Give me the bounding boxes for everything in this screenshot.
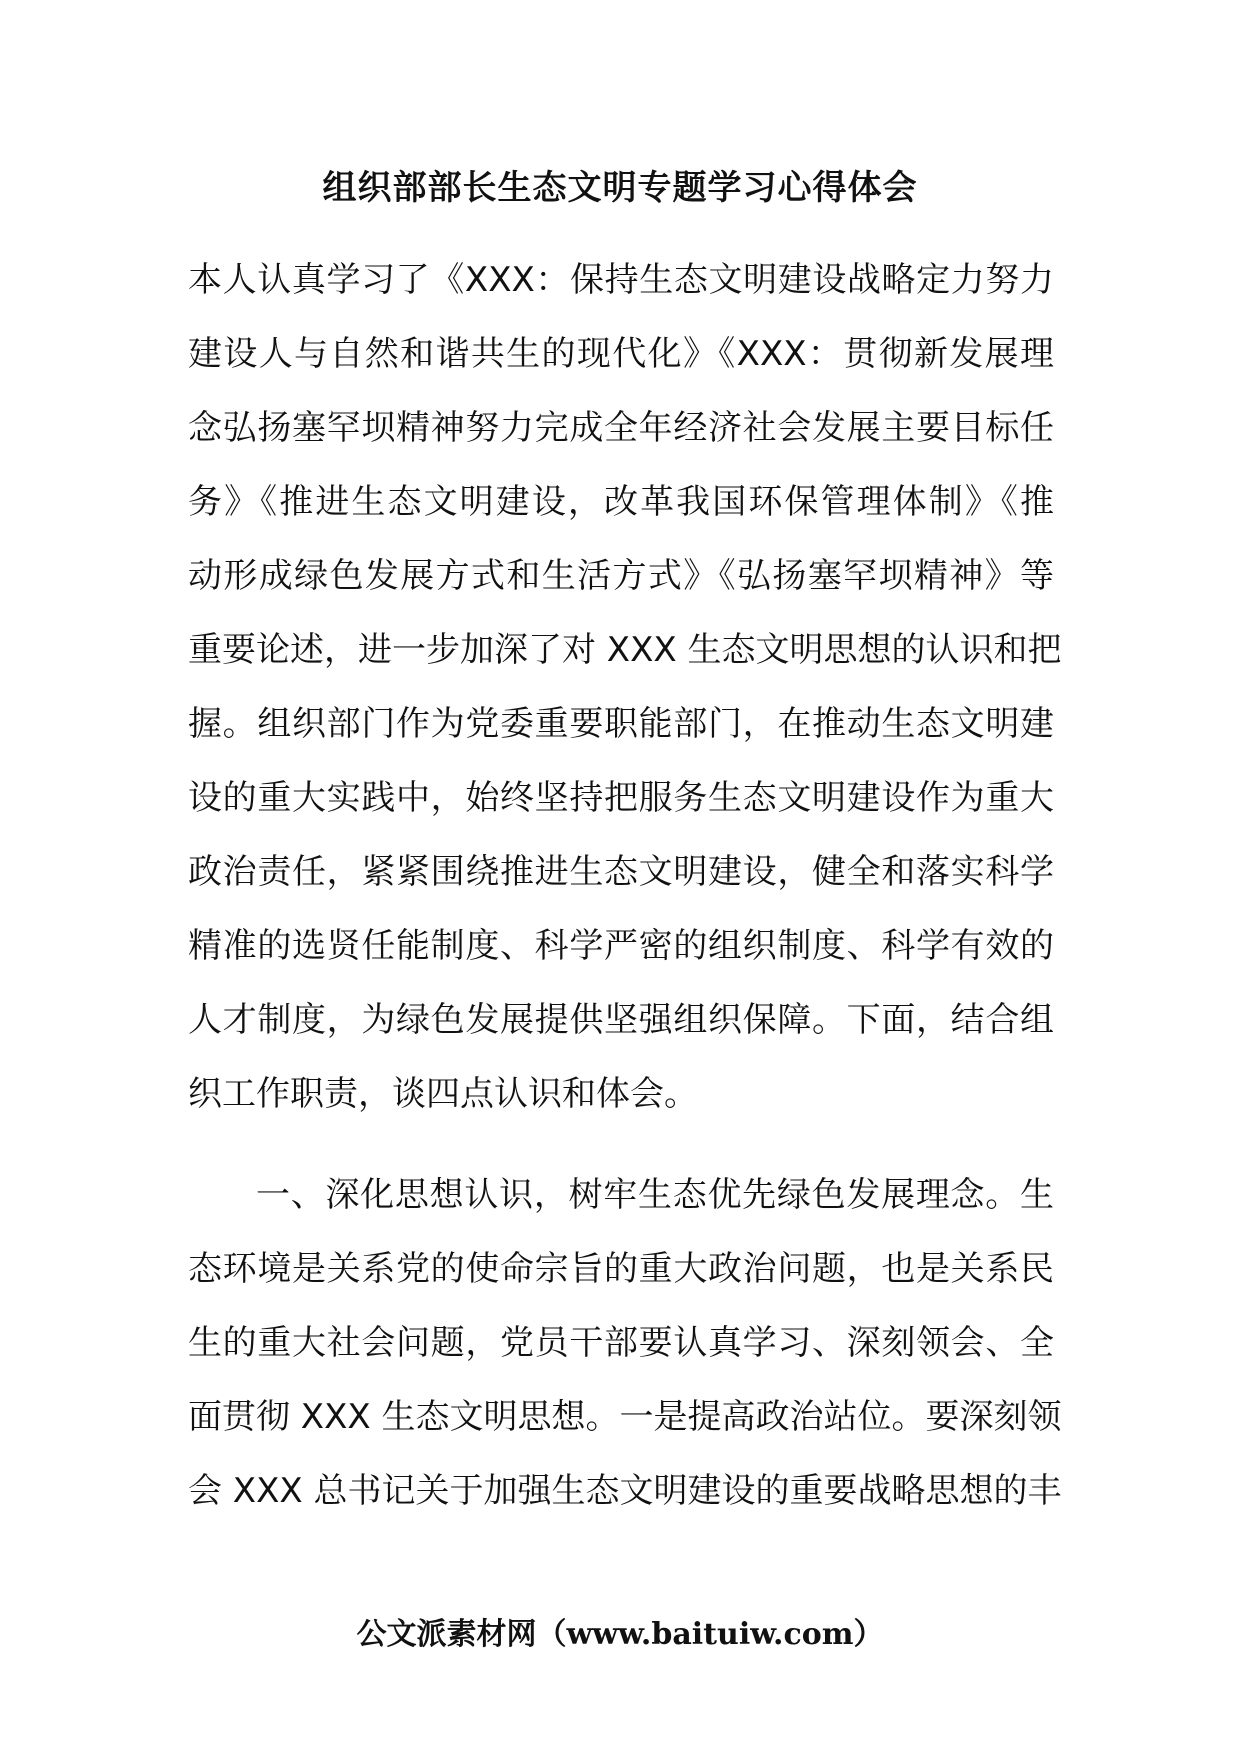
text-line: 会 XXX 总书记关于加强生态文明建设的重要战略思想的丰 xyxy=(188,1471,1062,1511)
text-line: 念弘扬塞罕坝精神努力完成全年经济社会发展主要目标任 xyxy=(188,408,1054,448)
text-line: 政治责任，紧紧围绕推进生态文明建设，健全和落实科学 xyxy=(188,852,1054,892)
paragraph-intro xyxy=(188,243,1062,1131)
paragraph-section-one xyxy=(188,1158,1062,1528)
text-line: 人才制度，为绿色发展提供坚强组织保障。下面，结合组 xyxy=(188,1000,1054,1040)
text-line: 生的重大社会问题，党员干部要认真学习、深刻领会、全 xyxy=(188,1323,1054,1363)
text-line: 建设人与自然和谐共生的现代化》《XXX：贯彻新发展理 xyxy=(188,334,1054,374)
text-line: 织工作职责，谈四点认识和体会。 xyxy=(188,1074,698,1114)
page-footer: 公文派素材网（www.baituiw.com） xyxy=(356,1617,884,1652)
text-line: 面贯彻 XXX 生态文明思想。一是提高政治站位。要深刻领 xyxy=(188,1397,1062,1437)
document-title: 组织部部长生态文明专题学习心得体会 xyxy=(322,168,918,208)
text-line: 态环境是关系党的使命宗旨的重大政治问题，也是关系民 xyxy=(188,1249,1054,1289)
text-line: 务》《推进生态文明建设，改革我国环保管理体制》《推 xyxy=(188,482,1054,522)
text-line: 重要论述，进一步加深了对 XXX 生态文明思想的认识和把 xyxy=(188,630,1062,670)
text-line: 握。组织部门作为党委重要职能部门，在推动生态文明建 xyxy=(188,704,1054,744)
text-line: 精准的选贤任能制度、科学严密的组织制度、科学有效的 xyxy=(188,926,1054,966)
text-line: 设的重大实践中，始终坚持把服务生态文明建设作为重大 xyxy=(188,778,1054,818)
text-line: 动形成绿色发展方式和生活方式》《弘扬塞罕坝精神》等 xyxy=(188,556,1054,596)
text-line: 一、深化思想认识，树牢生态优先绿色发展理念。生 xyxy=(256,1175,1054,1215)
text-line: 本人认真学习了《XXX：保持生态文明建设战略定力努力 xyxy=(188,260,1054,300)
